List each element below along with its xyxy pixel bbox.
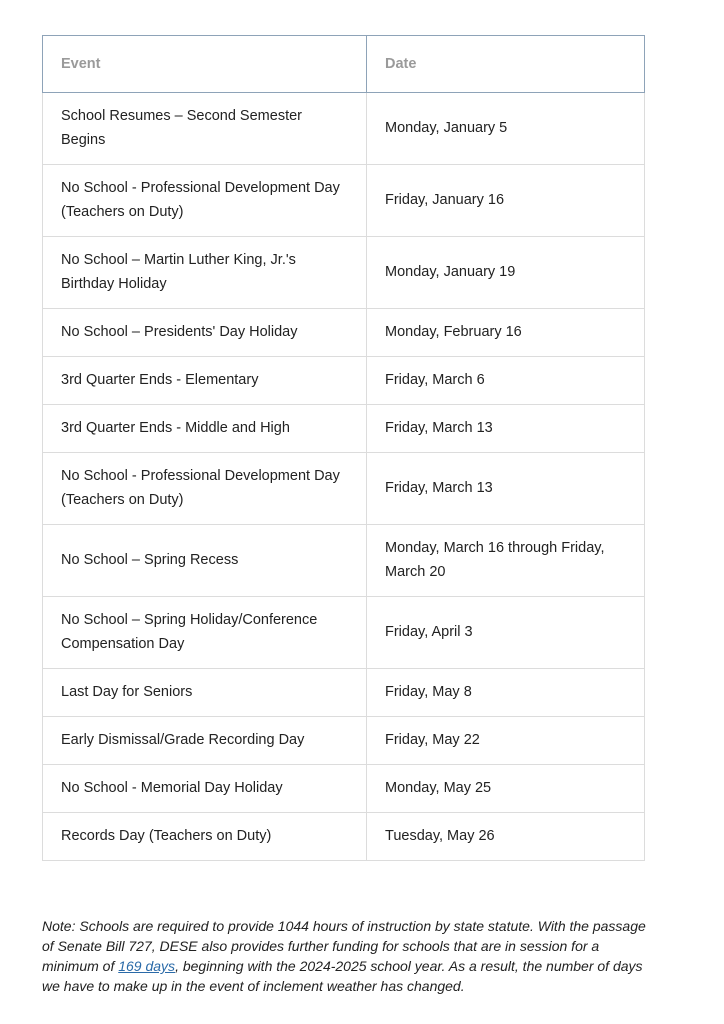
event-cell: Last Day for Seniors: [43, 669, 367, 717]
table-row: [43, 813, 645, 861]
calendar-table-container: [42, 35, 644, 861]
date-cell: Friday, March 13: [367, 405, 645, 453]
date-cell: Tuesday, May 26: [367, 813, 645, 861]
header-date: Date: [367, 36, 645, 93]
note-text-after: , beginning with the 2024-2025 school year. As a result, the number of days we have to make up in the event of inclement weather has changed.: [42, 958, 643, 994]
date-cell: Monday, May 25: [367, 765, 645, 813]
date-cell: Friday, March 13: [367, 453, 645, 525]
header-event: Event: [43, 36, 367, 93]
table-row: [43, 405, 645, 453]
date-cell: Friday, May 22: [367, 717, 645, 765]
date-cell: Friday, May 8: [367, 669, 645, 717]
date-cell: Monday, March 16 through Friday, March 20: [367, 525, 645, 597]
event-cell: No School - Professional Development Day (Teachers on Duty): [43, 453, 367, 525]
event-cell: No School – Martin Luther King, Jr.'s Birthday Holiday: [43, 237, 367, 309]
table-row: [43, 597, 645, 669]
table-header-row: [43, 36, 645, 93]
event-cell: No School – Presidents' Day Holiday: [43, 309, 367, 357]
date-cell: Friday, January 16: [367, 165, 645, 237]
event-cell: No School – Spring Recess: [43, 525, 367, 597]
event-cell: 3rd Quarter Ends - Elementary: [43, 357, 367, 405]
date-cell: Monday, January 5: [367, 93, 645, 165]
169-days-link[interactable]: 169 days: [118, 958, 176, 974]
calendar-table: [42, 35, 645, 861]
date-cell: Friday, April 3: [367, 597, 645, 669]
event-cell: School Resumes – Second Semester Begins: [43, 93, 367, 165]
table-row: [43, 93, 645, 165]
table-row: [43, 525, 645, 597]
event-cell: No School - Memorial Day Holiday: [43, 765, 367, 813]
event-cell: 3rd Quarter Ends - Middle and High: [43, 405, 367, 453]
date-cell: Friday, March 6: [367, 357, 645, 405]
note-text-before: Note: Schools are required to provide 1044 hours of instruction by state statute. With the passage of Senate Bill 727, DESE also provides further funding for schools that are in session for a minimum of: [42, 918, 646, 974]
table-row: [43, 765, 645, 813]
table-row: [43, 453, 645, 525]
table-row: [43, 165, 645, 237]
date-cell: Monday, January 19: [367, 237, 645, 309]
table-row: [43, 237, 645, 309]
event-cell: Early Dismissal/Grade Recording Day: [43, 717, 367, 765]
table-row: [43, 309, 645, 357]
date-cell: Monday, February 16: [367, 309, 645, 357]
table-row: [43, 669, 645, 717]
table-row: [43, 357, 645, 405]
event-cell: Records Day (Teachers on Duty): [43, 813, 367, 861]
event-cell: No School – Spring Holiday/Conference Compensation Day: [43, 597, 367, 669]
event-cell: No School - Professional Development Day (Teachers on Duty): [43, 165, 367, 237]
instruction-note: [42, 916, 652, 996]
table-row: [43, 717, 645, 765]
